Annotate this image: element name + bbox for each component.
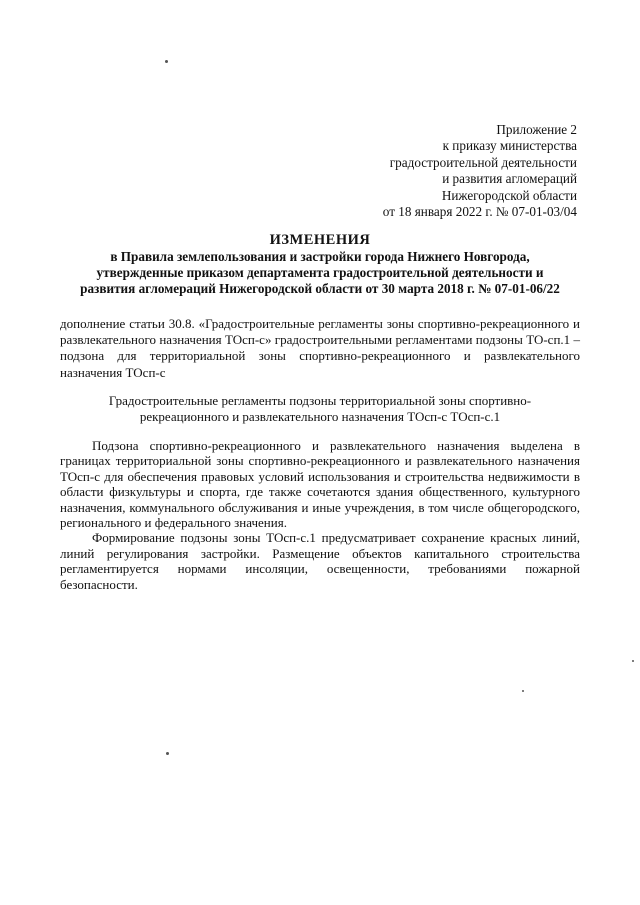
scan-speck — [165, 60, 168, 63]
subtitle-line: Градостроительные регламенты подзоны территориальной зоны спортивно- — [108, 393, 532, 408]
appendix-line: градостроительной деятельности — [389, 154, 577, 170]
appendix-line: к приказу министерства — [442, 138, 577, 154]
appendix-line: Нижегородской области — [441, 187, 577, 203]
heading-line: в Правила землепользования и застройки города Нижнего Новгорода, — [110, 249, 530, 264]
body-paragraph: Формирование подзоны зоны ТОсп-с.1 предусматривает сохранение красных линий, линий регулирования застройки. Размещение объектов капитального строительства регламентируется нормами инсоляции, освещенности, требованиями пожарной безопасности. — [60, 530, 580, 592]
section-subtitle — [60, 393, 580, 425]
document-title: ИЗМЕНЕНИЯ — [269, 232, 371, 248]
document-heading — [60, 232, 580, 297]
body-text — [60, 438, 580, 592]
scan-speck — [166, 752, 169, 755]
appendix-reference — [383, 122, 577, 220]
subtitle-line: рекреационного и развлекательного назначения ТОсп-с ТОсп-с.1 — [139, 409, 501, 425]
heading-line: развития агломераций Нижегородской области от 30 марта 2018 г. № 07-01-06/22 — [80, 281, 560, 296]
scan-speck — [632, 660, 634, 662]
scan-speck — [522, 690, 524, 692]
appendix-line: от 18 января 2022 г. № 07-01-03/04 — [382, 204, 577, 220]
appendix-line: и развития агломераций — [442, 171, 577, 187]
appendix-line: Приложение 2 — [496, 122, 577, 137]
heading-line: утвержденные приказом департамента градостроительной деятельности и — [96, 265, 544, 280]
intro-paragraph: дополнение статьи 30.8. «Градостроительные регламенты зоны спортивно-рекреационного и развлекательного назначения ТОсп-с» градостроительными регламентами подзоны ТО-сп.1 – подзона для территориальной зоны спортивно-рекреационного и развлекательного назначения ТОсп-с — [60, 316, 580, 380]
body-paragraph: Подзона спортивно-рекреационного и развлекательного назначения выделена в границах территориальной зоны спортивно-рекреационного и развлекательного назначения ТОсп-с для обеспечения правовых условий использования и строительства недвижимости в области физкультуры и спорта, где также сочетаются здания общественного, культурного назначения, коммунального обслуживания и иные учреждения, в том числе общегородского, регионального и федерального значения. — [60, 438, 580, 531]
